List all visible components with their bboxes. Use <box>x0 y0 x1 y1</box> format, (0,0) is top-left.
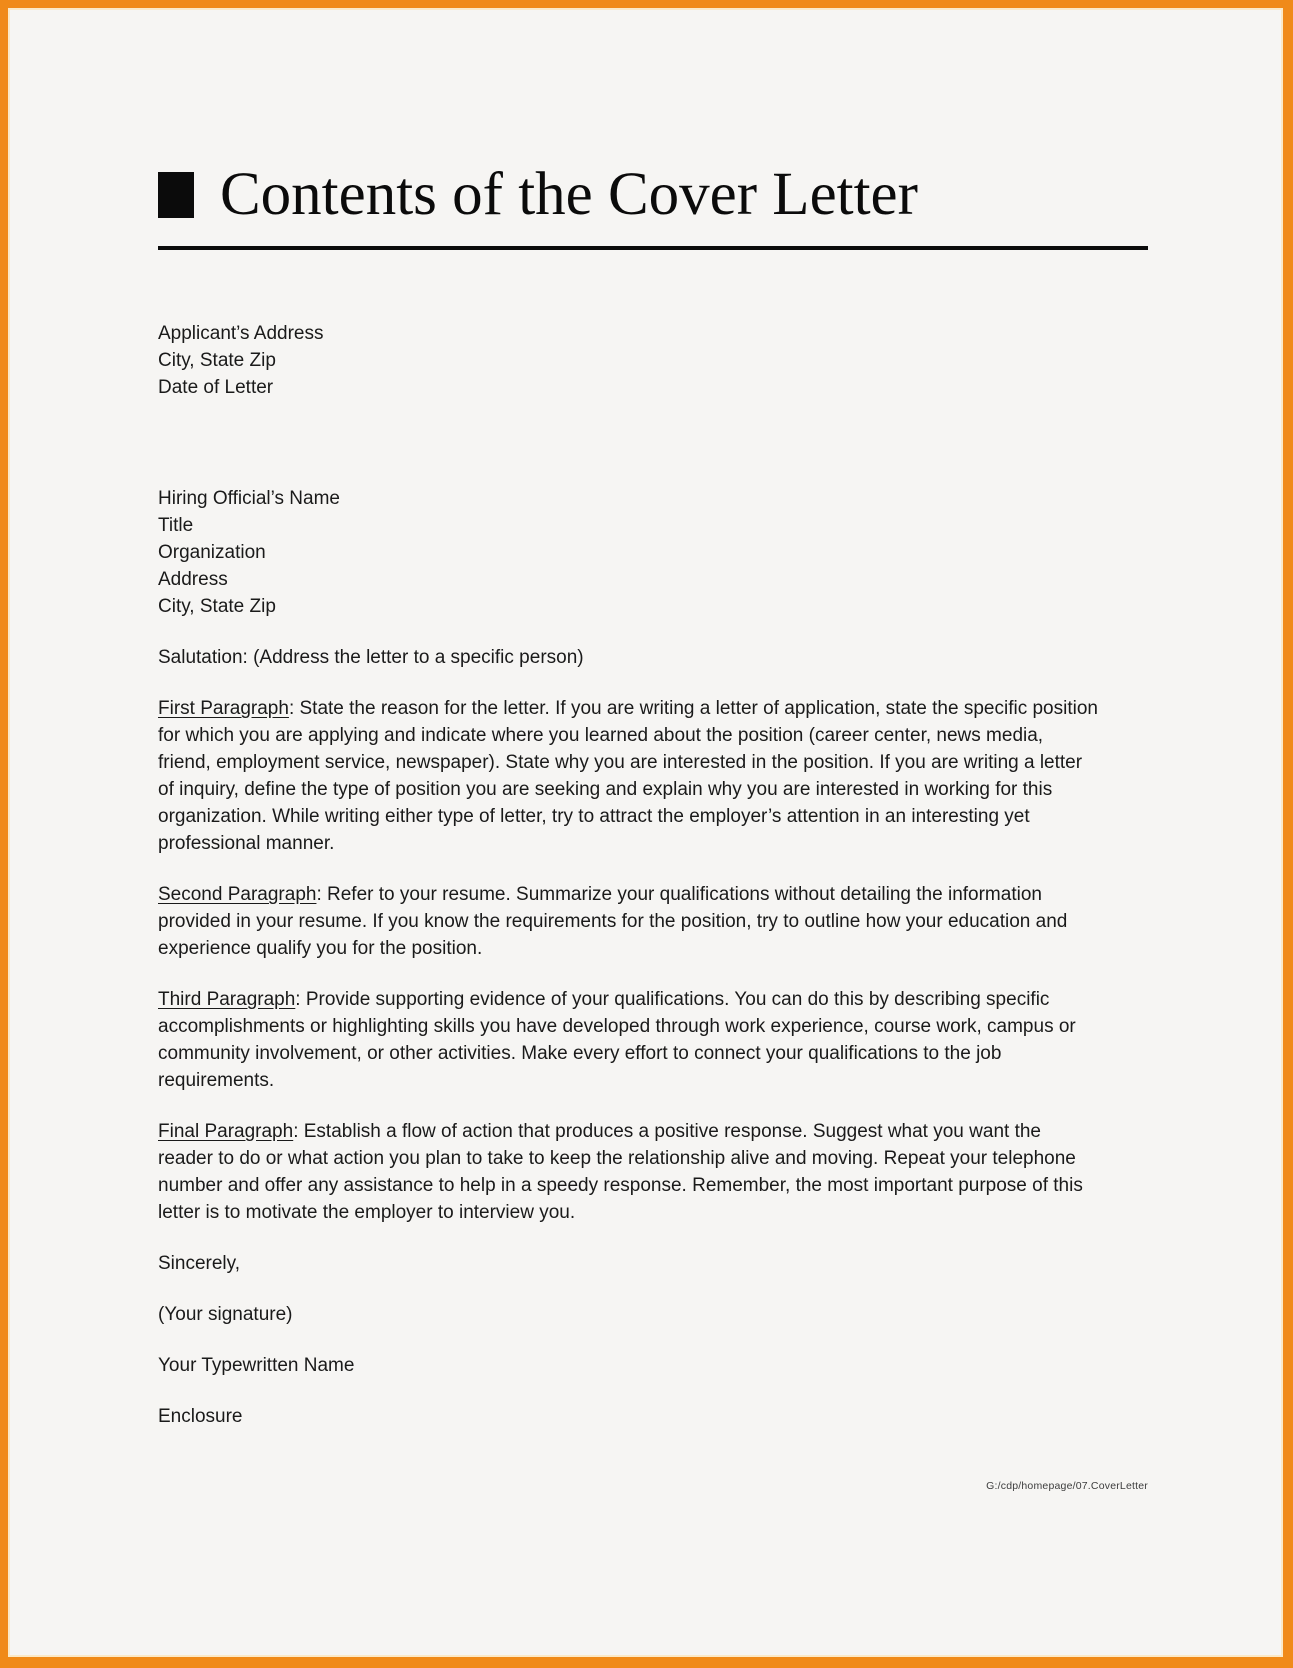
closing-typewritten-name: Your Typewritten Name <box>158 1355 355 1376</box>
recipient-line: City, State Zip <box>158 596 276 617</box>
paragraph-first <box>158 695 1098 857</box>
letter-body <box>158 320 1098 1430</box>
square-bullet-icon <box>158 172 194 218</box>
title-row <box>158 160 1148 230</box>
paragraph-second <box>158 881 1098 962</box>
recipient-line: Address <box>158 569 228 590</box>
footer-file-path: G:/cdp/homepage/07.CoverLetter <box>986 1480 1148 1492</box>
recipient-line: Hiring Official’s Name <box>158 488 340 509</box>
paragraph-first-text: : State the reason for the letter. If you are writing a letter of application, state the specific position for which you are applying and indicate where you learned about the position (career center, news media, friend, employment service, newspaper). State why you are interested in the position. If you are writing a letter of inquiry, define the type of position you are seeking and explain why you are interested in working for this organization. While writing either type of letter, try to attract the employer’s attention in an interesting yet professional manner. <box>158 698 1098 854</box>
paragraph-third <box>158 986 1098 1094</box>
paragraph-first-label: First Paragraph <box>158 698 289 719</box>
paragraph-second-text: : Refer to your resume. Summarize your qualifications without detailing the information provided in your resume. If you know the requirements for the position, try to outline how your education and experience qualify you for the position. <box>158 884 1068 959</box>
closing-sincerely: Sincerely, <box>158 1253 241 1274</box>
paragraph-third-text: : Provide supporting evidence of your qualifications. You can do this by describing specific accomplishments or highlighting skills you have developed through work experience, course work, campus or community involvement, or other activities. Make every effort to connect your qualifications to the job requirements. <box>158 989 1076 1091</box>
salutation-line: Salutation: (Address the letter to a specific person) <box>158 647 584 668</box>
paragraph-third-label: Third Paragraph <box>158 989 296 1010</box>
title-underline-rule <box>158 246 1148 250</box>
document-page <box>8 8 1283 1657</box>
recipient-line: Organization <box>158 542 266 563</box>
paragraph-final-text: : Establish a flow of action that produces a positive response. Suggest what you want the reader to do or what action you plan to take to keep the relationship alive and moving. Repeat your telephone number and offer any assistance to help in a speedy response. Remember, the most important purpose of this letter is to motivate the employer to interview you. <box>158 1121 1083 1223</box>
recipient-line: Title <box>158 515 194 536</box>
paragraph-second-label: Second Paragraph <box>158 884 317 905</box>
recipient-address-block <box>158 485 1098 620</box>
closing-signature-placeholder: (Your signature) <box>158 1304 293 1325</box>
document-content <box>158 10 1148 1430</box>
sender-line: City, State Zip <box>158 350 276 371</box>
page-title: Contents of the Cover Letter <box>220 161 918 228</box>
paragraph-final <box>158 1118 1098 1226</box>
sender-line: Date of Letter <box>158 377 274 398</box>
closing-enclosure: Enclosure <box>158 1406 243 1427</box>
sender-line: Applicant’s Address <box>158 323 324 344</box>
sender-address-block <box>158 320 1098 401</box>
paragraph-final-label: Final Paragraph <box>158 1121 294 1142</box>
